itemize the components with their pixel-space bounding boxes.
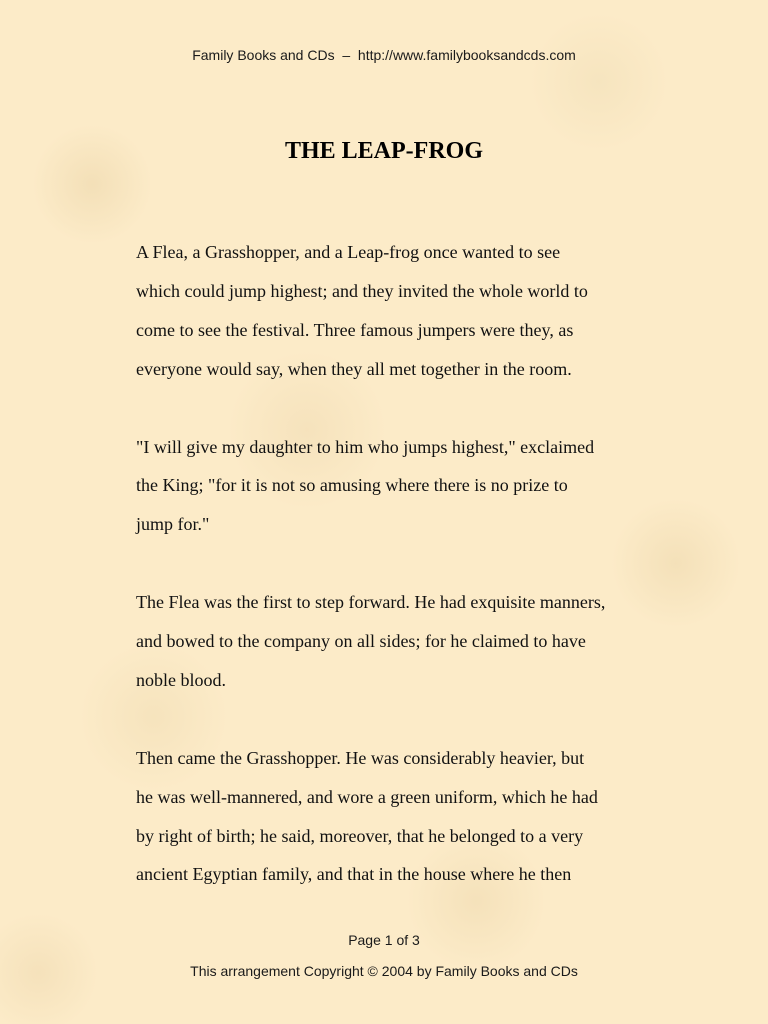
- page-number: Page 1 of 3: [348, 932, 420, 948]
- text-line: noble blood.: [136, 669, 226, 690]
- text-line: come to see the festival. Three famous jumpers were they, as: [136, 319, 574, 340]
- text-line: by right of birth; he said, moreover, that he belonged to a very: [136, 825, 584, 846]
- paragraph-2: [136, 428, 646, 545]
- text-line: A Flea, a Grasshopper, and a Leap-frog once wanted to see: [136, 242, 561, 262]
- text-line: jump for.": [136, 514, 210, 535]
- story-title: THE LEAP-FROG: [284, 138, 483, 164]
- text-line: which could jump highest; and they invited the whole world to: [136, 280, 588, 301]
- copyright-notice: This arrangement Copyright © 2004 by Family Books and CDs: [190, 963, 578, 979]
- text-line: the King; "for it is not so amusing where there is no prize to: [136, 475, 568, 496]
- page-header: Family Books and CDs – http://www.familybooksandcds.com: [192, 47, 576, 63]
- text-line: "I will give my daughter to him who jumps highest," exclaimed: [136, 436, 595, 457]
- text-line: everyone would say, when they all met together in the room.: [136, 358, 572, 379]
- text-line: ancient Egyptian family, and that in the house where he then: [136, 864, 572, 885]
- text-line: Then came the Grasshopper. He was considerably heavier, but: [136, 747, 585, 768]
- text-line: and bowed to the company on all sides; for he claimed to have: [136, 631, 586, 652]
- paragraph-4: [136, 739, 646, 895]
- text-line: he was well-mannered, and wore a green uniform, which he had: [136, 786, 598, 807]
- story-body: [136, 233, 646, 933]
- paragraph-3: [136, 583, 646, 700]
- text-line: The Flea was the first to step forward. He had exquisite manners,: [136, 592, 606, 613]
- paragraph-1: [136, 233, 646, 389]
